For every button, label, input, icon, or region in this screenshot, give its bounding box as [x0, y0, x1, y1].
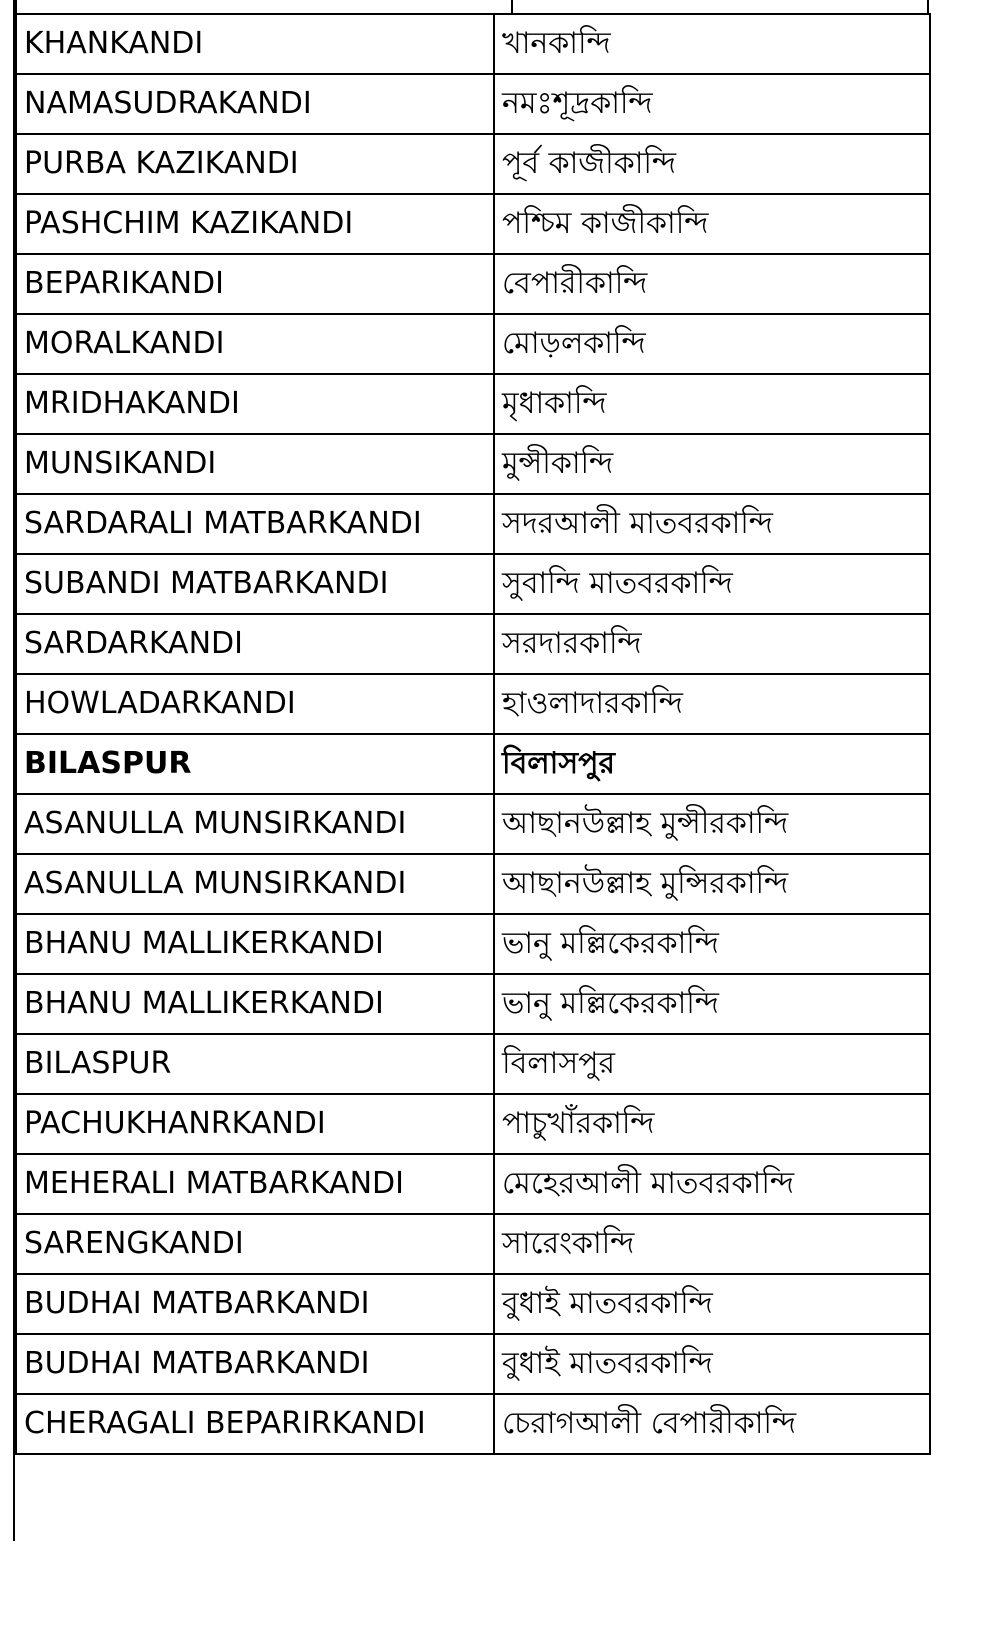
english-name-cell[interactable]: BHANU MALLIKERKANDI	[16, 914, 494, 974]
table-row	[16, 974, 930, 1034]
english-name-cell[interactable]: BEPARIKANDI	[16, 254, 494, 314]
english-name-cell[interactable]: BUDHAI MATBARKANDI	[16, 1274, 494, 1334]
table-row	[16, 854, 930, 914]
bengali-name-cell[interactable]: বেপারীকান্দি	[494, 254, 930, 314]
table-body	[16, 14, 930, 1454]
bengali-name-cell[interactable]: বুধাই মাতবরকান্দি	[494, 1334, 930, 1394]
english-name-cell[interactable]: ASANULLA MUNSIRKANDI	[16, 854, 494, 914]
english-name-cell[interactable]: SUBANDI MATBARKANDI	[16, 554, 494, 614]
table-row	[16, 1274, 930, 1334]
bengali-name-cell[interactable]: পশ্চিম কাজীকান্দি	[494, 194, 930, 254]
bengali-name-cell[interactable]: খানকান্দি	[494, 14, 930, 74]
bengali-name-cell[interactable]: সদরআলী মাতবরকান্দি	[494, 494, 930, 554]
english-name-cell[interactable]: MUNSIKANDI	[16, 434, 494, 494]
english-name-cell[interactable]: MRIDHAKANDI	[16, 374, 494, 434]
bengali-name-cell[interactable]: মেহেরআলী মাতবরকান্দি	[494, 1154, 930, 1214]
bengali-name-cell[interactable]: বিলাসপুর	[494, 734, 930, 794]
table-row	[16, 614, 930, 674]
english-name-cell[interactable]: CHERAGALI BEPARIRKANDI	[16, 1394, 494, 1454]
bengali-name-cell[interactable]: সারেংকান্দি	[494, 1214, 930, 1274]
place-name-table	[15, 13, 931, 1455]
right-adjacent-column	[929, 0, 988, 1541]
english-name-cell[interactable]: NAMASUDRAKANDI	[16, 74, 494, 134]
table-row	[16, 794, 930, 854]
table-row	[16, 1394, 930, 1454]
bengali-name-cell[interactable]: ভানু মল্লিকেরকান্দি	[494, 914, 930, 974]
english-name-cell[interactable]: BHANU MALLIKERKANDI	[16, 974, 494, 1034]
column-divider	[511, 0, 513, 13]
table-row	[16, 734, 930, 794]
table-row	[16, 1034, 930, 1094]
table-row	[16, 374, 930, 434]
left-adjacent-column	[0, 0, 15, 1541]
table-row	[16, 494, 930, 554]
english-name-cell[interactable]: KHANKANDI	[16, 14, 494, 74]
bengali-name-cell[interactable]: আছানউল্লাহ মুন্সীরকান্দি	[494, 794, 930, 854]
bengali-name-cell[interactable]: বিলাসপুর	[494, 1034, 930, 1094]
table-row	[16, 314, 930, 374]
bengali-name-cell[interactable]: আছানউল্লাহ মুন্সিরকান্দি	[494, 854, 930, 914]
bengali-name-cell[interactable]: ভানু মল্লিকেরকান্দি	[494, 974, 930, 1034]
english-name-cell[interactable]: BILASPUR	[16, 734, 494, 794]
english-name-cell[interactable]: BILASPUR	[16, 1034, 494, 1094]
bengali-name-cell[interactable]: সুবান্দি মাতবরকান্দি	[494, 554, 930, 614]
bengali-name-cell[interactable]: পূর্ব কাজীকান্দি	[494, 134, 930, 194]
table-row	[16, 554, 930, 614]
table-row	[16, 914, 930, 974]
bengali-name-cell[interactable]: হাওলাদারকান্দি	[494, 674, 930, 734]
bengali-name-cell[interactable]: নমঃশূদ্রকান্দি	[494, 74, 930, 134]
table-row	[16, 1214, 930, 1274]
english-name-cell[interactable]: SARDARALI MATBARKANDI	[16, 494, 494, 554]
bengali-name-cell[interactable]: পাচুখাঁরকান্দি	[494, 1094, 930, 1154]
english-name-cell[interactable]: SARENGKANDI	[16, 1214, 494, 1274]
table-row	[16, 74, 930, 134]
bengali-name-cell[interactable]: চেরাগআলী বেপারীকান্দি	[494, 1394, 930, 1454]
bengali-name-cell[interactable]: মৃধাকান্দি	[494, 374, 930, 434]
table-row	[16, 134, 930, 194]
table-row	[16, 194, 930, 254]
english-name-cell[interactable]: HOWLADARKANDI	[16, 674, 494, 734]
english-name-cell[interactable]: PASHCHIM KAZIKANDI	[16, 194, 494, 254]
table-row	[16, 1154, 930, 1214]
english-name-cell[interactable]: MEHERALI MATBARKANDI	[16, 1154, 494, 1214]
english-name-cell[interactable]: MORALKANDI	[16, 314, 494, 374]
english-name-cell[interactable]: PURBA KAZIKANDI	[16, 134, 494, 194]
bengali-name-cell[interactable]: মুন্সীকান্দি	[494, 434, 930, 494]
table-row	[16, 1094, 930, 1154]
table-row	[16, 254, 930, 314]
previous-row-cut-edge	[15, 0, 929, 13]
table-row	[16, 674, 930, 734]
bengali-name-cell[interactable]: বুধাই মাতবরকান্দি	[494, 1274, 930, 1334]
bengali-name-cell[interactable]: সরদারকান্দি	[494, 614, 930, 674]
table-row	[16, 14, 930, 74]
table-row	[16, 434, 930, 494]
english-name-cell[interactable]: BUDHAI MATBARKANDI	[16, 1334, 494, 1394]
english-name-cell[interactable]: ASANULLA MUNSIRKANDI	[16, 794, 494, 854]
english-name-cell[interactable]: SARDARKANDI	[16, 614, 494, 674]
english-name-cell[interactable]: PACHUKHANRKANDI	[16, 1094, 494, 1154]
table-row	[16, 1334, 930, 1394]
bengali-name-cell[interactable]: মোড়লকান্দি	[494, 314, 930, 374]
